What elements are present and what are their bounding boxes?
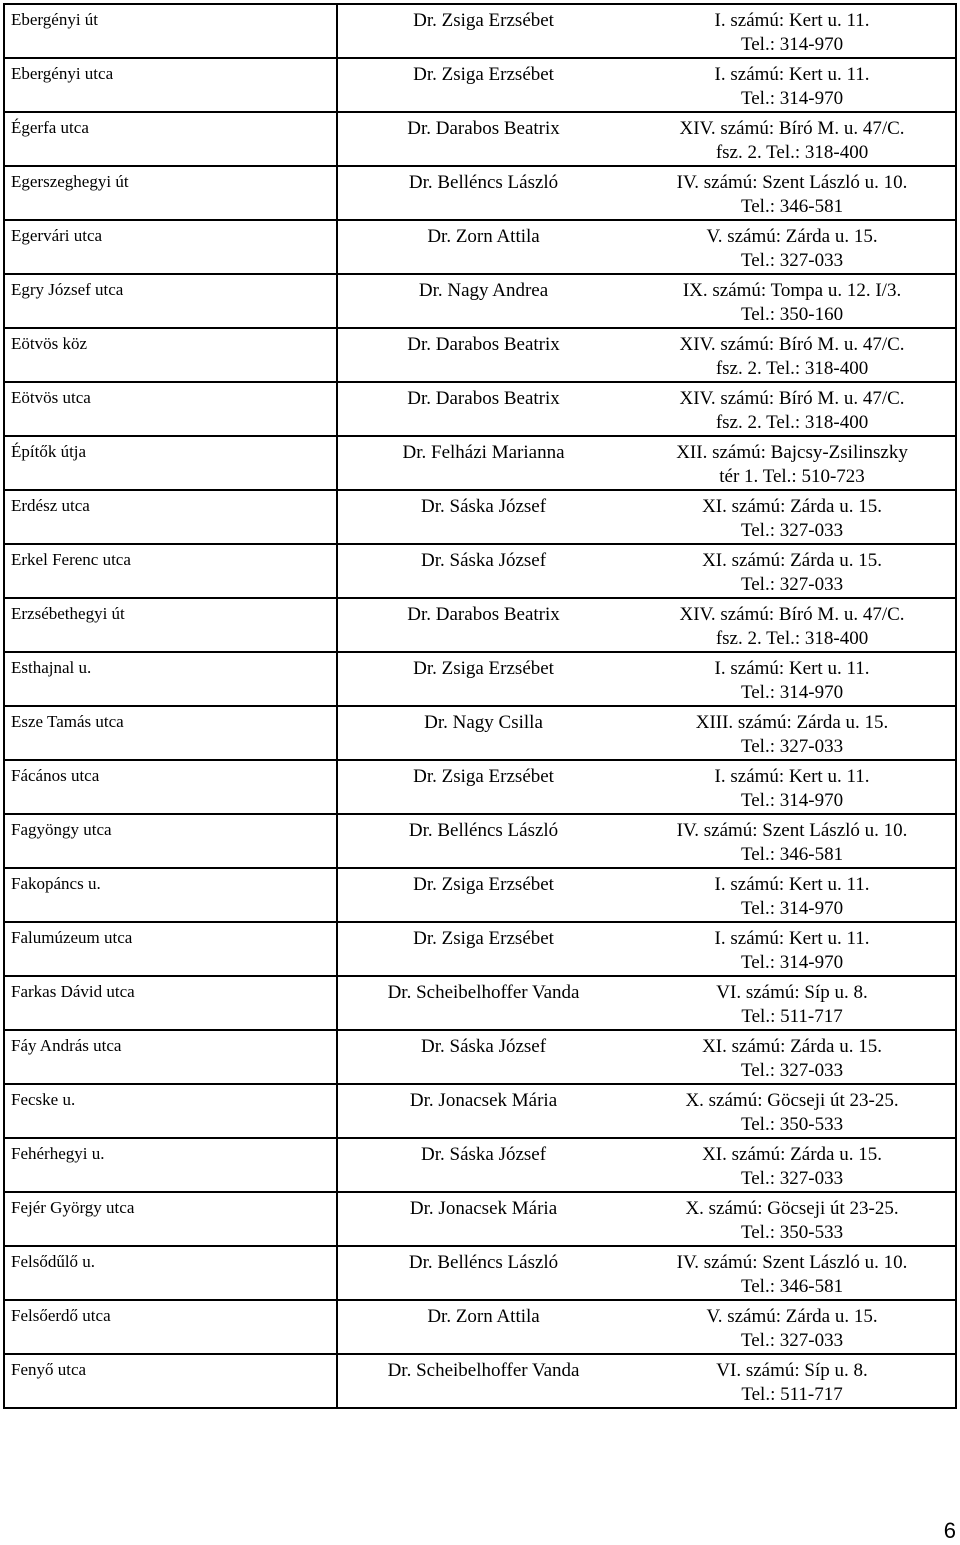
table-row [4, 1192, 956, 1246]
table-row [4, 976, 956, 1030]
street-name: Fakopáncs u. [11, 874, 101, 893]
table-row [4, 814, 956, 868]
doctor-name: Dr. Sáska József [421, 550, 547, 571]
doctor-name: Dr. Sáska József [421, 1036, 547, 1057]
table-row [4, 598, 956, 652]
street-name: Esze Tamás utca [11, 712, 124, 731]
street-name: Farkas Dávid utca [11, 982, 135, 1001]
doctor-cell [337, 868, 956, 922]
doctor-cell [337, 4, 956, 58]
office-phone: Tel.: 314-970 [740, 898, 844, 919]
office-address: I. számú: Kert u. 11. [714, 64, 870, 85]
table-row [4, 1030, 956, 1084]
street-name: Erdész utca [11, 496, 90, 515]
office-info [629, 1251, 955, 1299]
table-row [4, 436, 956, 490]
street-name: Eötvös utca [11, 388, 91, 407]
street-name: Eötvös köz [11, 334, 88, 353]
street-name: Fehérhegyi u. [11, 1144, 105, 1163]
doctor-cell [337, 706, 956, 760]
doctor-name: Dr. Darabos Beatrix [407, 388, 560, 409]
doctor-name: Dr. Zsiga Erzsébet [413, 928, 554, 949]
doctor-cell [337, 1084, 956, 1138]
office-phone: Tel.: 327-033 [740, 736, 844, 757]
street-name: Felsődűlő u. [11, 1252, 96, 1271]
doctor-cell [337, 1138, 956, 1192]
table-row [4, 1084, 956, 1138]
street-cell [4, 220, 337, 274]
doctor-cell [337, 328, 956, 382]
street-name: Építők útja [11, 442, 87, 461]
table-row [4, 220, 956, 274]
office-phone: fsz. 2. Tel.: 318-400 [715, 358, 869, 379]
office-info [629, 495, 955, 543]
office-info [629, 117, 955, 165]
doctor-cell [337, 976, 956, 1030]
office-address: XI. számú: Zárda u. 15. [702, 1036, 882, 1057]
street-cell [4, 976, 337, 1030]
street-cell [4, 760, 337, 814]
street-name: Egry József utca [11, 280, 124, 299]
office-info [629, 333, 955, 381]
office-address: X. számú: Göcseji út 23-25. [685, 1090, 899, 1111]
street-cell [4, 1192, 337, 1246]
doctor-cell [337, 814, 956, 868]
office-info [629, 225, 955, 273]
office-phone: Tel.: 511-717 [741, 1384, 843, 1405]
doctor-name: Dr. Zsiga Erzsébet [413, 874, 554, 895]
doctor-name: Dr. Zsiga Erzsébet [413, 658, 554, 679]
doctor-cell [337, 112, 956, 166]
street-doctor-table [3, 3, 957, 1409]
table-row [4, 652, 956, 706]
office-phone: Tel.: 327-033 [740, 1060, 844, 1081]
street-name: Fecske u. [11, 1090, 76, 1109]
street-cell [4, 652, 337, 706]
doctor-name: Dr. Jonacsek Mária [409, 1090, 558, 1111]
office-phone: Tel.: 346-581 [740, 844, 844, 865]
doctor-name: Dr. Belléncs László [408, 172, 559, 193]
street-name: Ebergényi utca [11, 64, 114, 83]
doctor-cell [337, 274, 956, 328]
office-phone: fsz. 2. Tel.: 318-400 [715, 412, 869, 433]
street-name: Esthajnal u. [11, 658, 92, 677]
street-name: Égerfa utca [11, 118, 89, 137]
office-phone: Tel.: 327-033 [740, 520, 844, 541]
street-name: Erkel Ferenc utca [11, 550, 131, 569]
table-row [4, 922, 956, 976]
table-row [4, 4, 956, 58]
office-phone: Tel.: 350-533 [740, 1222, 844, 1243]
doctor-name: Dr. Zsiga Erzsébet [413, 64, 554, 85]
office-address: XIV. számú: Bíró M. u. 47/C. [679, 334, 905, 355]
doctor-cell [337, 220, 956, 274]
office-address: XI. számú: Zárda u. 15. [702, 1144, 882, 1165]
table-row [4, 490, 956, 544]
street-cell [4, 328, 337, 382]
street-cell [4, 814, 337, 868]
office-address: I. számú: Kert u. 11. [714, 10, 870, 31]
street-name: Fenyő utca [11, 1360, 87, 1379]
doctor-name: Dr. Jonacsek Mária [409, 1198, 558, 1219]
office-phone: Tel.: 350-160 [740, 304, 844, 325]
doctor-name: Dr. Darabos Beatrix [407, 604, 560, 625]
office-phone: Tel.: 327-033 [740, 1330, 844, 1351]
page-number: 6 [943, 1518, 956, 1543]
doctor-name: Dr. Sáska József [421, 1144, 547, 1165]
office-info [629, 1035, 955, 1083]
street-cell [4, 382, 337, 436]
street-cell [4, 868, 337, 922]
office-info [629, 927, 955, 975]
office-info [629, 657, 955, 705]
street-name: Fejér György utca [11, 1198, 135, 1217]
office-info [629, 279, 955, 327]
street-cell [4, 4, 337, 58]
doctor-cell [337, 1192, 956, 1246]
office-address: IV. számú: Szent László u. 10. [676, 1252, 908, 1273]
office-info [629, 819, 955, 867]
office-phone: Tel.: 346-581 [740, 196, 844, 217]
street-cell [4, 1030, 337, 1084]
office-address: I. számú: Kert u. 11. [714, 658, 870, 679]
table-row [4, 1354, 956, 1408]
doctor-cell [337, 544, 956, 598]
office-address: V. számú: Zárda u. 15. [706, 226, 878, 247]
office-info [629, 1143, 955, 1191]
office-address: XIV. számú: Bíró M. u. 47/C. [679, 388, 905, 409]
table-row [4, 274, 956, 328]
office-address: XI. számú: Zárda u. 15. [702, 496, 882, 517]
doctor-cell [337, 760, 956, 814]
street-cell [4, 1246, 337, 1300]
office-phone: Tel.: 314-970 [740, 34, 844, 55]
doctor-name: Dr. Felházi Marianna [402, 442, 565, 463]
office-address: XIV. számú: Bíró M. u. 47/C. [679, 604, 905, 625]
doctor-name: Dr. Belléncs László [408, 820, 559, 841]
office-address: X. számú: Göcseji út 23-25. [685, 1198, 899, 1219]
doctor-cell [337, 58, 956, 112]
street-name: Falumúzeum utca [11, 928, 133, 947]
street-cell [4, 1300, 337, 1354]
doctor-cell [337, 1030, 956, 1084]
doctor-name: Dr. Zorn Attila [427, 226, 540, 247]
table-row [4, 1300, 956, 1354]
office-phone: Tel.: 314-970 [740, 952, 844, 973]
office-address: XII. számú: Bajcsy-Zsilinszky [676, 442, 908, 463]
office-phone: Tel.: 314-970 [740, 88, 844, 109]
doctor-name: Dr. Sáska József [421, 496, 547, 517]
table-row [4, 1138, 956, 1192]
street-name: Erzsébethegyi út [11, 604, 125, 623]
office-phone: Tel.: 327-033 [740, 250, 844, 271]
doctor-cell [337, 166, 956, 220]
street-cell [4, 1084, 337, 1138]
doctor-cell [337, 436, 956, 490]
table-row [4, 328, 956, 382]
street-name: Ebergényi út [11, 10, 99, 29]
street-cell [4, 1354, 337, 1408]
street-cell [4, 436, 337, 490]
office-info [629, 441, 955, 489]
street-name: Fáy András utca [11, 1036, 122, 1055]
office-address: XIII. számú: Zárda u. 15. [695, 712, 889, 733]
office-info [629, 1197, 955, 1245]
office-phone: Tel.: 327-033 [740, 1168, 844, 1189]
doctor-name: Dr. Scheibelhoffer Vanda [387, 982, 580, 1003]
office-address: IV. számú: Szent László u. 10. [676, 820, 908, 841]
table-row [4, 1246, 956, 1300]
office-info [629, 765, 955, 813]
office-phone: fsz. 2. Tel.: 318-400 [715, 628, 869, 649]
office-phone: Tel.: 350-533 [740, 1114, 844, 1135]
street-cell [4, 58, 337, 112]
office-phone: Tel.: 346-581 [740, 1276, 844, 1297]
office-info [629, 549, 955, 597]
doctor-cell [337, 382, 956, 436]
doctor-cell [337, 652, 956, 706]
doctor-cell [337, 922, 956, 976]
office-address: I. számú: Kert u. 11. [714, 928, 870, 949]
doctor-name: Dr. Zsiga Erzsébet [413, 766, 554, 787]
table-row [4, 760, 956, 814]
doctor-name: Dr. Darabos Beatrix [407, 334, 560, 355]
table-row [4, 382, 956, 436]
table-body [4, 4, 956, 1408]
doctor-name: Dr. Zsiga Erzsébet [413, 10, 554, 31]
office-info [629, 873, 955, 921]
street-name: Felsőerdő utca [11, 1306, 111, 1325]
street-cell [4, 706, 337, 760]
table-row [4, 706, 956, 760]
office-address: I. számú: Kert u. 11. [714, 874, 870, 895]
office-info [629, 1305, 955, 1353]
doctor-name: Dr. Zorn Attila [427, 1306, 540, 1327]
doctor-name: Dr. Nagy Csilla [424, 712, 543, 733]
street-cell [4, 490, 337, 544]
street-name: Egerszeghegyi út [11, 172, 129, 191]
doctor-cell [337, 1354, 956, 1408]
doctor-cell [337, 1246, 956, 1300]
office-phone: Tel.: 511-717 [741, 1006, 843, 1027]
office-info [629, 63, 955, 111]
office-info [629, 711, 955, 759]
doctor-name: Dr. Scheibelhoffer Vanda [387, 1360, 580, 1381]
office-info [629, 387, 955, 435]
office-address: V. számú: Zárda u. 15. [706, 1306, 878, 1327]
office-address: XIV. számú: Bíró M. u. 47/C. [679, 118, 905, 139]
office-info [629, 9, 955, 57]
doctor-cell [337, 1300, 956, 1354]
office-address: XI. számú: Zárda u. 15. [702, 550, 882, 571]
table-row [4, 112, 956, 166]
office-info [629, 1359, 955, 1407]
street-cell [4, 1138, 337, 1192]
office-info [629, 171, 955, 219]
office-phone: tér 1. Tel.: 510-723 [719, 466, 865, 487]
office-address: IX. számú: Tompa u. 12. I/3. [682, 280, 902, 301]
office-phone: Tel.: 327-033 [740, 574, 844, 595]
doctor-name: Dr. Nagy Andrea [418, 280, 549, 301]
table-row [4, 58, 956, 112]
street-name: Egervári utca [11, 226, 103, 245]
street-cell [4, 922, 337, 976]
doctor-cell [337, 490, 956, 544]
office-address: IV. számú: Szent László u. 10. [676, 172, 908, 193]
office-phone: Tel.: 314-970 [740, 682, 844, 703]
street-cell [4, 544, 337, 598]
office-phone: fsz. 2. Tel.: 318-400 [715, 142, 869, 163]
doctor-name: Dr. Belléncs László [408, 1252, 559, 1273]
street-name: Fagyöngy utca [11, 820, 112, 839]
doctor-cell [337, 598, 956, 652]
table-row [4, 166, 956, 220]
street-name: Fácános utca [11, 766, 100, 785]
doctor-name: Dr. Darabos Beatrix [407, 118, 560, 139]
street-cell [4, 598, 337, 652]
table-row [4, 544, 956, 598]
table-row [4, 868, 956, 922]
street-cell [4, 166, 337, 220]
office-address: VI. számú: Síp u. 8. [716, 1360, 868, 1381]
street-cell [4, 112, 337, 166]
office-info [629, 981, 955, 1029]
street-cell [4, 274, 337, 328]
office-address: VI. számú: Síp u. 8. [716, 982, 868, 1003]
office-phone: Tel.: 314-970 [740, 790, 844, 811]
office-address: I. számú: Kert u. 11. [714, 766, 870, 787]
office-info [629, 1089, 955, 1137]
office-info [629, 603, 955, 651]
